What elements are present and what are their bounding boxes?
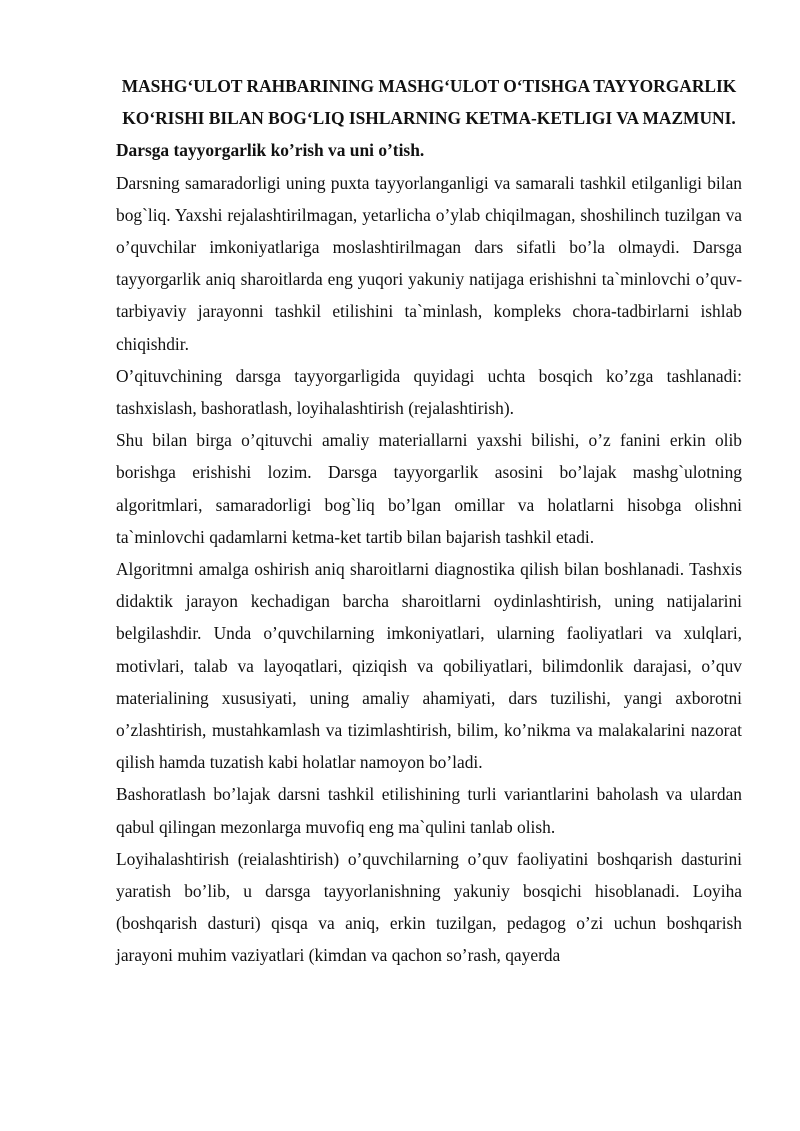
paragraph: Shu bilan birga o’qituvchi amaliy materiallarni yaxshi bilishi, o’z fanini erkin olib borishga erishishi lozim. Darsga tayyorgarlik asosini bo’lajak mashg`ulotning algoritmlari, samaradorligi bog`liq bo’lgan omillar va holatlarni hisobga olishni ta`minlovchi qadamlarni ketma-ket tartib bilan bajarish tashkil etadi. xyxy=(116,430,742,547)
document-body xyxy=(116,70,742,972)
paragraph: Bashoratlash bo’lajak darsni tashkil etilishining turli variantlarini baholash va ulardan qabul qilingan mezonlarga muvofiq eng ma`qulini tanlab olish. xyxy=(116,784,742,837)
paragraph: Darsning samaradorligi uning puxta tayyorlanganligi va samarali tashkil etilganligi bilan bog`liq. Yaxshi rejalashtirilmagan, yetarlicha o’ylab chiqilmagan, shoshilinch tuzilgan va o’quvchilar imkoniyatlariga moslashtirilmagan dars sifatli bo’la olmaydi. Darsga tayyorgarlik aniq sharoitlarda eng yuqori yakuniy natijaga erishishni ta`minlovchi o’quv-tarbiyaviy jarayonni tashkil etilishini ta`minlash, kompleks chora-tadbirlarni ishlab chiqishdir. xyxy=(116,172,742,354)
section-subheading: Darsga tayyorgarlik ko’rish va uni o’tish. xyxy=(116,140,425,161)
paragraph: O’qituvchining darsga tayyorgarligida quyidagi uchta bosqich ko’zga tashlanadi: tashxislash, bashoratlash, loyihalashtirish (rejalashtirish). xyxy=(116,365,742,419)
paragraph: Algoritmni amalga oshirish aniq sharoitlarni diagnostika qilish bilan boshlanadi. Tashxis didaktik jarayon kechadigan barcha sharoitlarni oydinlashtirish, uning natijalarini belgilashdir. Unda o’quvchilarning imkoniyatlari, ularning faoliyatlari va xulqlari, motivlari, talab va layoqatlari, qiziqish va qobiliyatlari, bilimdonlik darajasi, o’quv materialining xususiyati, uning amaliy ahamiyati, dars tuzilishi, yangi axborotni o’zlashtirish, mustahkamlash va tizimlashtirish, bilim, ko’nikma va malakalarini nazorat qilish hamda tuzatish kabi holatlar namoyon bo’ladi. xyxy=(116,559,742,773)
document-title: MASHG‘ULOT RAHBARINING MASHG‘ULOT O‘TISHGA TAYYORGARLIK KO‘RISHI BILAN BOG‘LIQ ISHLARNING KETMA-KETLIGI VA MAZMUNI. xyxy=(121,76,737,129)
paragraph: Loyihalashtirish (reialashtirish) o’quvchilarning o’quv faoliyatini boshqarish dasturini yaratish bo’lib, u darsga tayyorlanishning yakuniy bosqichi hisoblanadi. Loyiha (boshqarish dasturi) qisqa va aniq, erkin tuzilgan, pedagog o’zi uchun boshqarish jarayoni muhim vaziyatlari (kimdan va qachon so’rash, qayerda xyxy=(116,848,742,966)
